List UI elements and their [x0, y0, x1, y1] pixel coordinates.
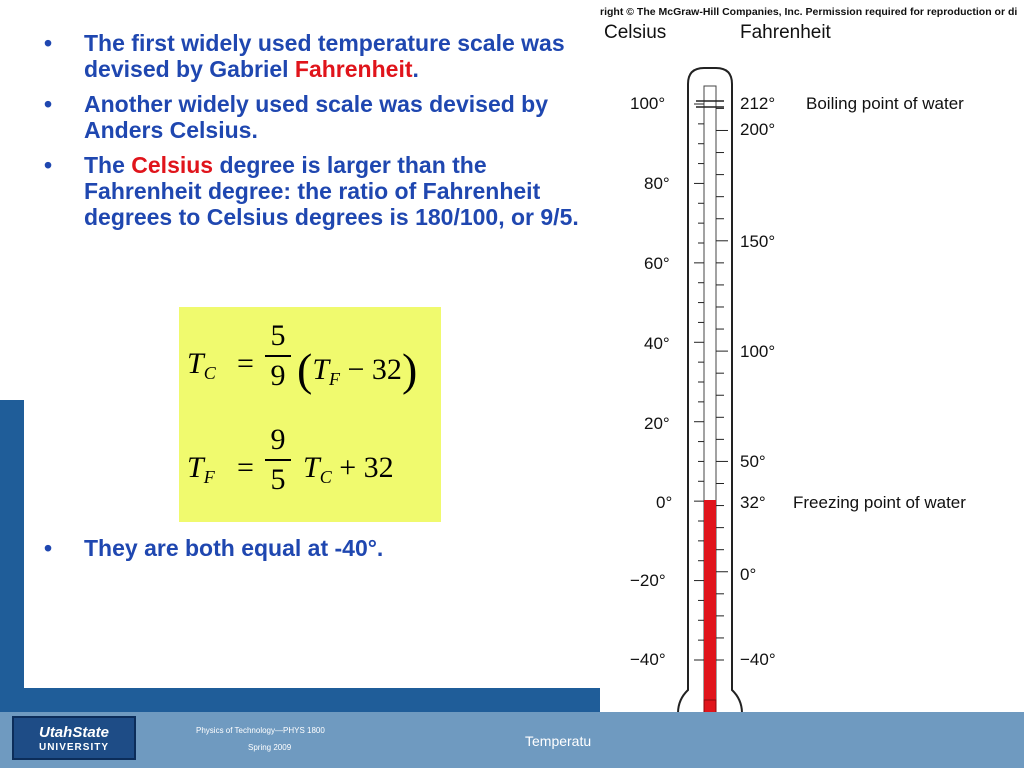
footer-term: Spring 2009 — [248, 743, 292, 752]
thermometer-figure — [600, 0, 1024, 768]
bullet-list — [44, 30, 584, 239]
celsius-label: 0° — [656, 493, 673, 512]
celsius-header: Celsius — [604, 22, 667, 43]
formula-box — [179, 307, 441, 522]
fahrenheit-label: 0° — [740, 565, 757, 584]
formula-celsius: $T_C$ = 5 9 $(T_F - 32)$ — [187, 319, 418, 395]
celsius-label: 80° — [644, 174, 670, 193]
fahrenheit-label: 200° — [740, 120, 776, 139]
slide-footer — [0, 712, 1024, 768]
slide-side-band — [0, 400, 24, 720]
fahrenheit-label: 32° — [740, 493, 766, 512]
celsius-label: −20° — [630, 571, 666, 590]
bullet-item: • Another widely used scale was devised by Anders Celsius. — [44, 91, 549, 143]
celsius-label: 100° — [630, 94, 666, 113]
footer-slide-title: Temperatu — [525, 733, 592, 749]
fahrenheit-label: 150° — [740, 232, 776, 251]
fahrenheit-label: −40° — [740, 650, 776, 669]
fahrenheit-header: Fahrenheit — [740, 22, 831, 43]
footer-course: Physics of Technology—PHYS 1800 — [196, 726, 325, 735]
bullet-item: • The first widely used temperature scale was devised by Gabriel Fahrenheit. — [44, 30, 565, 82]
celsius-label: −40° — [630, 650, 666, 669]
copyright-notice: right © The McGraw-Hill Companies, Inc. Permission required for reproduction or di — [600, 6, 1018, 18]
university-logo: UtahState UNIVERSITY — [12, 716, 136, 760]
fahrenheit-label: 100° — [740, 342, 776, 361]
celsius-label: 60° — [644, 254, 670, 273]
mercury-column — [704, 500, 716, 706]
formula-fahrenheit: $T_F$ = 9 5 $T_C + 32$ — [187, 423, 394, 496]
fahrenheit-label: 212° — [740, 94, 776, 113]
slide-bottom-band — [0, 688, 620, 712]
boiling-point-label: Boiling point of water — [806, 94, 964, 113]
bullet-list-bottom — [44, 535, 584, 570]
bullet-item: • They are both equal at -40°. — [44, 535, 384, 561]
celsius-label: 20° — [644, 414, 670, 433]
fahrenheit-label: 50° — [740, 452, 766, 471]
celsius-label: 40° — [644, 334, 670, 353]
freezing-point-label: Freezing point of water — [793, 493, 966, 512]
bullet-item: • The Celsius degree is larger than the Fahrenheit degree: the ratio of Fahrenheit degrees to Celsius degrees is 180/100, or 9/5. — [44, 152, 579, 230]
slide-frame-curve — [24, 640, 104, 688]
